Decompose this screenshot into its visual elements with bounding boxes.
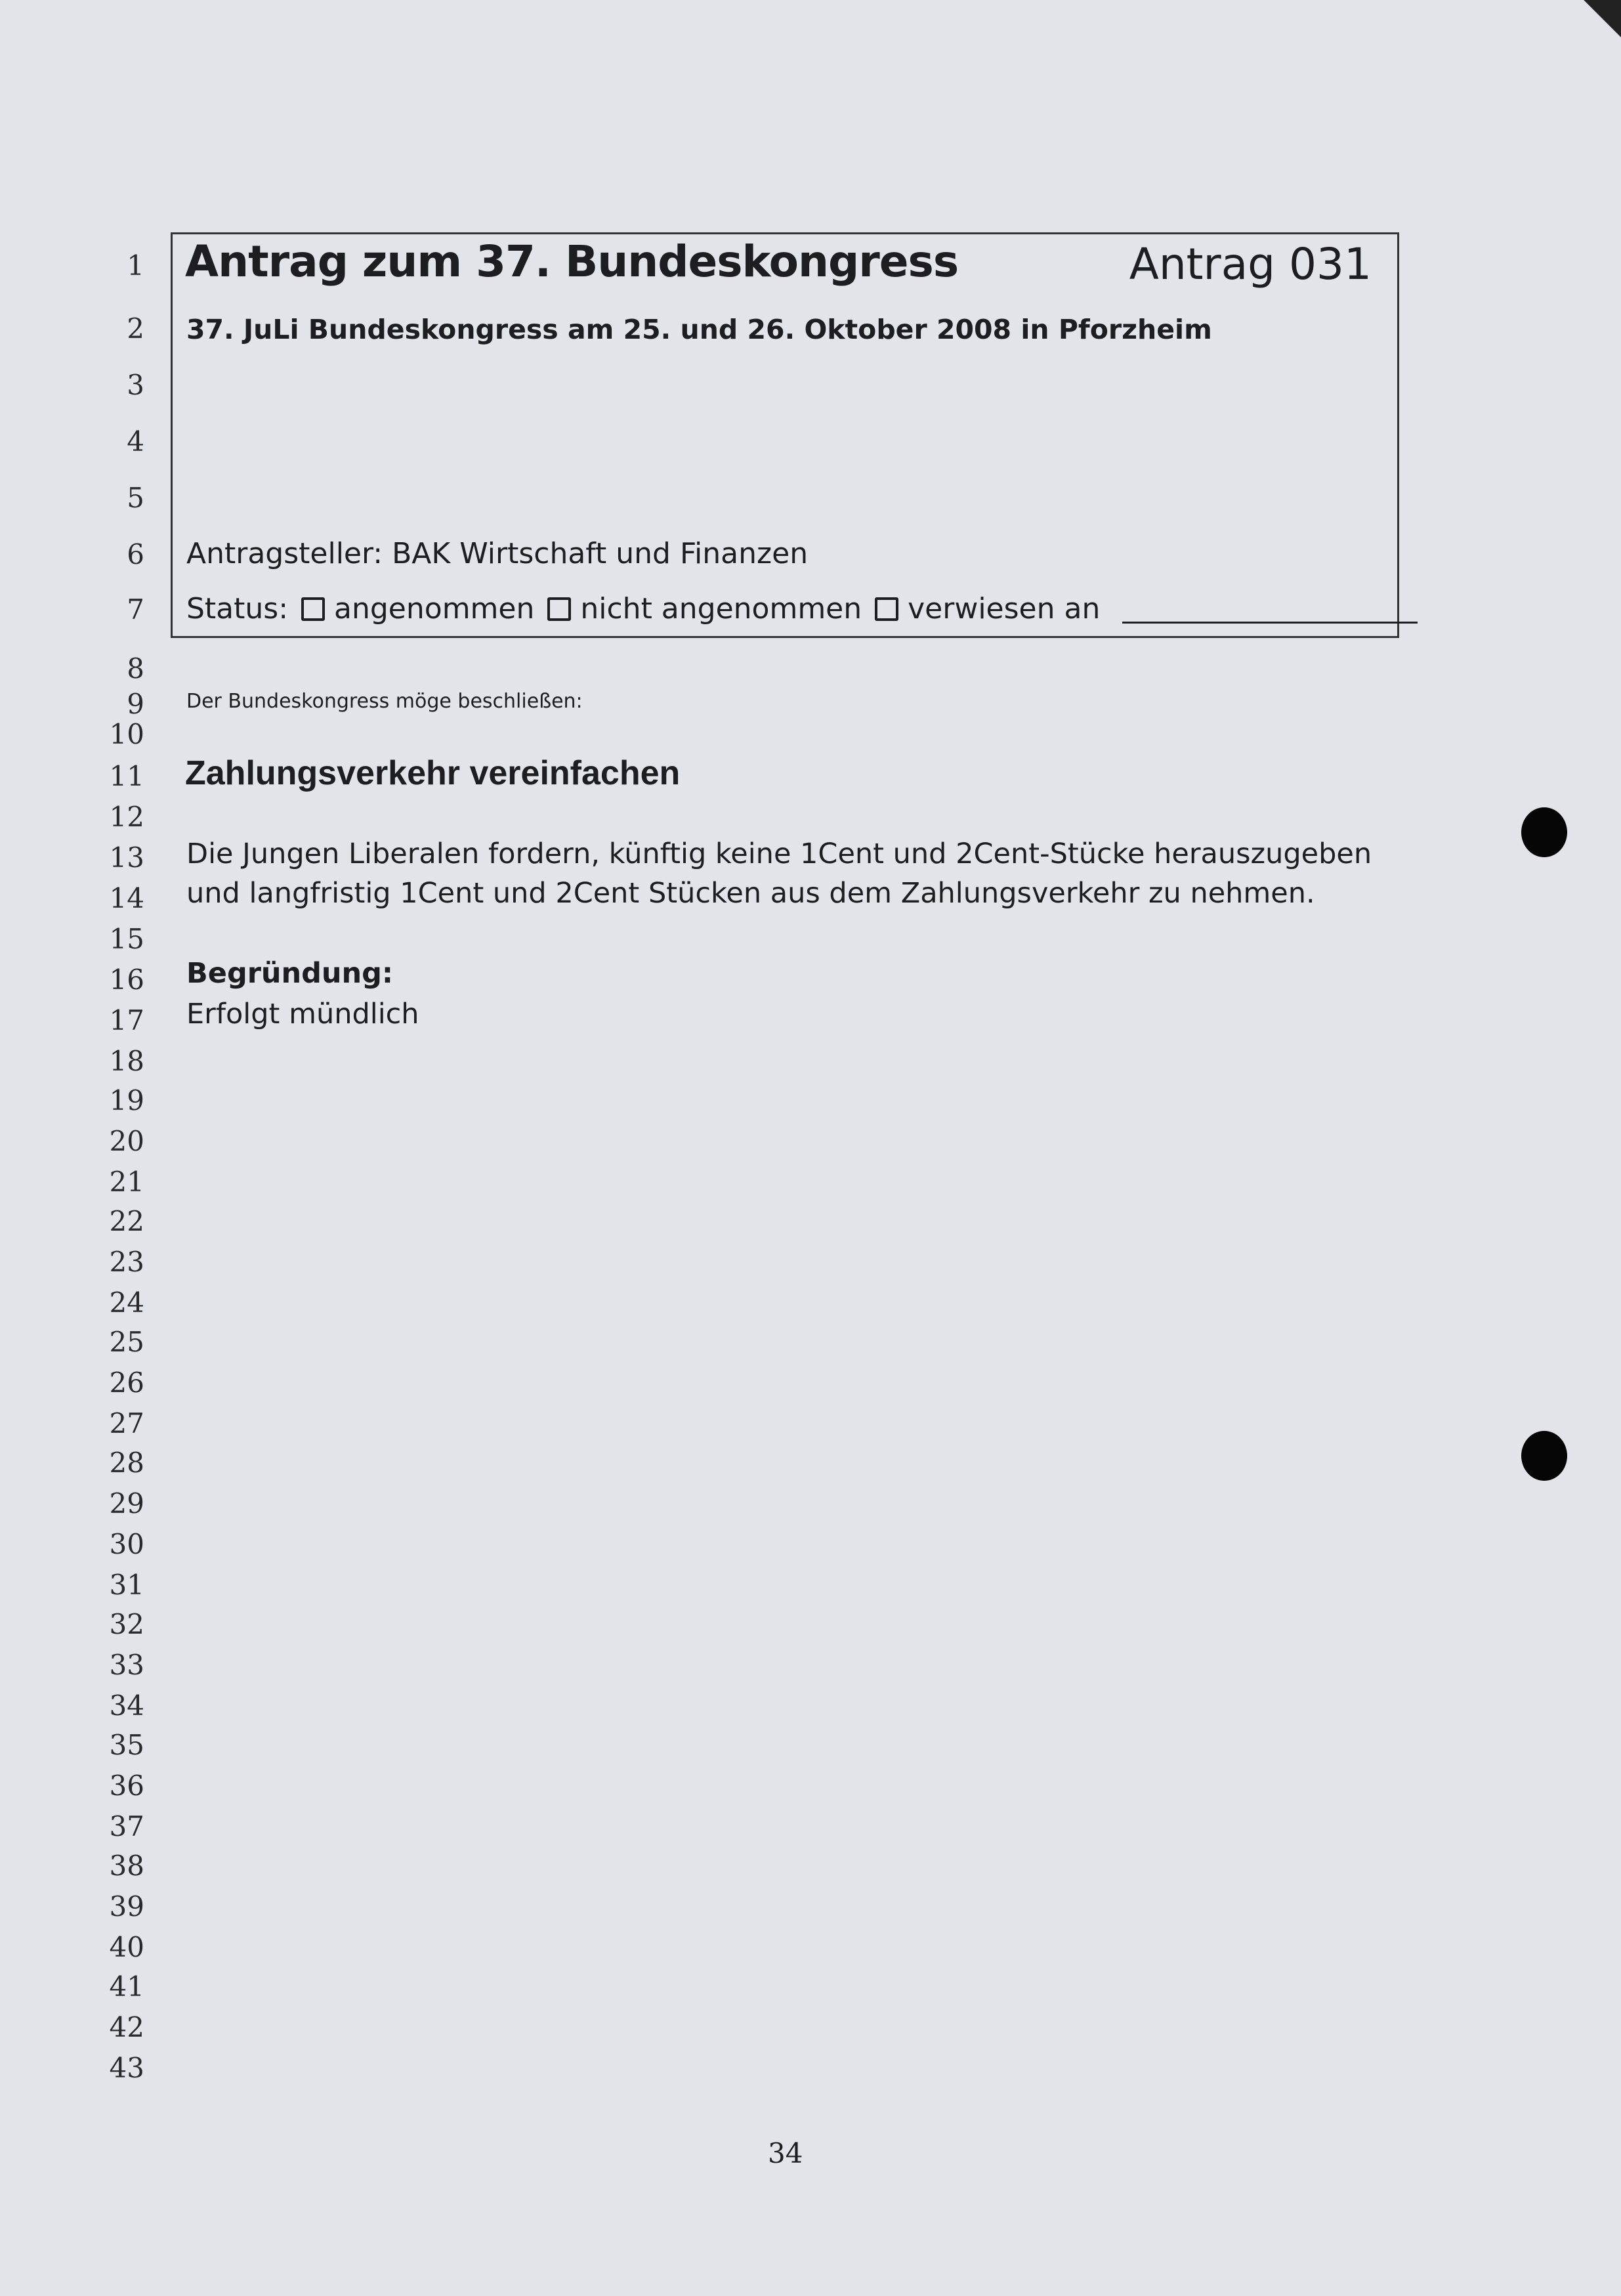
line-number: 7	[127, 593, 144, 626]
motion-header-box	[171, 232, 1399, 638]
line-number: 41	[109, 1970, 144, 2003]
line-number: 9	[127, 688, 144, 720]
line-number: 42	[109, 2011, 144, 2043]
line-number: 22	[109, 1205, 144, 1237]
line-number: 34	[109, 1690, 144, 1722]
motion-subtitle: 37. JuLi Bundeskongress am 25. und 26. Oktober 2008 in Pforzheim	[186, 314, 1212, 345]
applicant-line: Antragsteller: BAK Wirtschaft und Finanzen	[186, 537, 809, 570]
line-number: 16	[109, 964, 144, 996]
checkbox-accepted[interactable]	[301, 597, 325, 621]
line-number: 19	[109, 1084, 144, 1116]
line-number: 18	[109, 1045, 144, 1077]
status-label: Status:	[186, 592, 289, 626]
page-number: 34	[768, 2137, 803, 2169]
line-number: 31	[109, 1569, 144, 1601]
line-number: 30	[109, 1528, 144, 1560]
line-number: 3	[127, 369, 144, 401]
line-number: 15	[109, 923, 144, 955]
punch-hole-bottom	[1521, 1431, 1567, 1481]
motion-heading: Zahlungsverkehr vereinfachen	[185, 754, 681, 792]
line-number: 32	[109, 1608, 144, 1640]
line-number: 39	[109, 1890, 144, 1923]
checkbox-referred[interactable]	[875, 597, 898, 621]
line-number: 25	[109, 1326, 144, 1358]
line-number: 33	[109, 1649, 144, 1681]
line-number: 10	[109, 718, 144, 750]
line-number: 12	[109, 801, 144, 833]
line-number: 17	[109, 1004, 144, 1036]
punch-hole-top	[1521, 807, 1567, 857]
line-number: 6	[127, 538, 144, 570]
status-option-referred: verwiesen an	[908, 592, 1101, 626]
checkbox-not-accepted[interactable]	[547, 597, 571, 621]
referred-to-blank-line[interactable]	[1122, 595, 1418, 624]
reason-label: Begründung:	[186, 957, 394, 990]
motion-text-line-2: und langfristig 1Cent und 2Cent Stücken aus dem Zahlungsverkehr zu nehmen.	[186, 877, 1315, 910]
line-number: 5	[127, 482, 144, 514]
line-number: 11	[109, 760, 144, 792]
line-number: 43	[109, 2052, 144, 2084]
resolution-intro: Der Bundeskongress möge beschließen:	[186, 690, 583, 713]
status-line	[186, 592, 1418, 626]
line-number: 36	[109, 1770, 144, 1802]
status-option-accepted: angenommen	[334, 592, 535, 626]
line-number: 21	[109, 1166, 144, 1198]
line-number: 40	[109, 1931, 144, 1963]
line-number: 29	[109, 1487, 144, 1520]
line-number: 2	[127, 312, 144, 345]
line-number: 24	[109, 1286, 144, 1319]
line-number: 37	[109, 1810, 144, 1842]
motion-title: Antrag zum 37. Bundeskongress	[185, 236, 959, 287]
motion-number: Antrag 031	[1129, 239, 1372, 289]
line-number: 8	[127, 652, 144, 685]
line-number: 13	[109, 841, 144, 874]
line-number: 38	[109, 1850, 144, 1882]
scan-corner-shadow	[1575, 0, 1621, 59]
line-number: 35	[109, 1729, 144, 1761]
line-number: 23	[109, 1246, 144, 1278]
line-number: 27	[109, 1407, 144, 1439]
line-number: 28	[109, 1447, 144, 1479]
line-number: 14	[109, 882, 144, 914]
status-option-not-accepted: nicht angenommen	[580, 592, 862, 626]
reason-text: Erfolgt mündlich	[186, 998, 419, 1031]
line-number: 26	[109, 1367, 144, 1399]
line-number: 1	[127, 249, 144, 282]
line-number: 4	[127, 425, 144, 457]
motion-text-line-1: Die Jungen Liberalen fordern, künftig keine 1Cent und 2Cent-Stücke herauszugeben	[186, 838, 1372, 870]
line-number: 20	[109, 1125, 144, 1157]
